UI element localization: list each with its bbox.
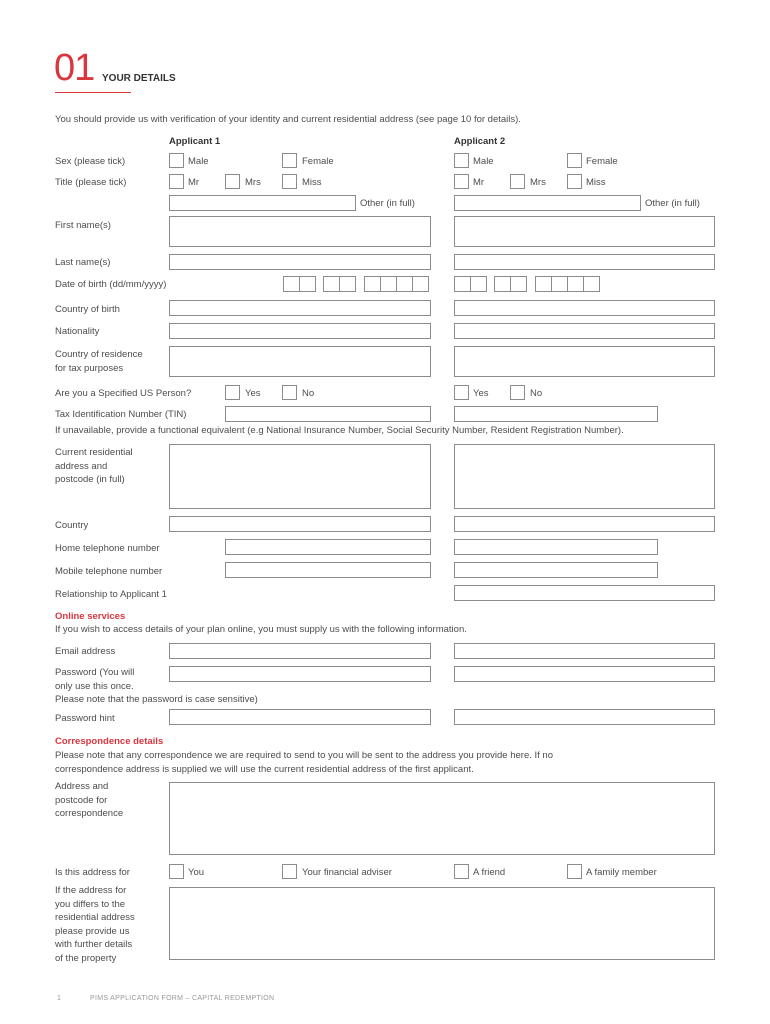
online-services-note: If you wish to access details of your plan online, you must supply us with the following information.	[55, 624, 467, 635]
intro-text: You should provide us with verification of your identity and current residential address (see page 10 for details).	[55, 114, 521, 125]
country-label: Country	[55, 520, 89, 531]
a2-dob-month-2[interactable]	[510, 276, 527, 292]
a2-password-field[interactable]	[454, 666, 715, 682]
a2-mobile-phone-field[interactable]	[454, 562, 658, 578]
a2-last-name-field[interactable]	[454, 254, 715, 270]
for-family-label: A family member	[586, 867, 657, 878]
a2-home-phone-field[interactable]	[454, 539, 658, 555]
a2-other-title-field[interactable]	[454, 195, 641, 211]
a1-miss-label: Miss	[302, 177, 322, 188]
title-label: Title (please tick)	[55, 177, 127, 188]
a2-us-no-label: No	[530, 388, 543, 399]
a2-female-checkbox[interactable]	[567, 153, 582, 168]
for-adviser-checkbox[interactable]	[282, 864, 297, 879]
a2-dob-day-2[interactable]	[470, 276, 487, 292]
a2-first-name-field[interactable]	[454, 216, 715, 247]
a1-other-title-field[interactable]	[169, 195, 356, 211]
a2-male-checkbox[interactable]	[454, 153, 469, 168]
password-hint-label: Password hint	[55, 713, 115, 724]
for-you-checkbox[interactable]	[169, 864, 184, 879]
for-family-checkbox[interactable]	[567, 864, 582, 879]
section-title: YOUR DETAILS	[102, 73, 176, 84]
a1-email-field[interactable]	[169, 643, 431, 659]
nationality-label: Nationality	[55, 326, 100, 337]
a2-us-yes-label: Yes	[473, 388, 489, 399]
for-friend-checkbox[interactable]	[454, 864, 469, 879]
property-details-field[interactable]	[169, 887, 715, 960]
a1-first-name-field[interactable]	[169, 216, 431, 247]
a1-mobile-phone-field[interactable]	[225, 562, 431, 578]
a1-tax-residence-field[interactable]	[169, 346, 431, 377]
relationship-label: Relationship to Applicant 1	[55, 589, 167, 600]
mobile-phone-label: Mobile telephone number	[55, 566, 163, 577]
a2-dob-month-1[interactable]	[494, 276, 511, 292]
a1-mr-label: Mr	[188, 177, 200, 188]
sex-label: Sex (please tick)	[55, 156, 126, 167]
a1-nationality-field[interactable]	[169, 323, 431, 339]
a1-us-yes-label: Yes	[245, 388, 261, 399]
a2-male-label: Male	[473, 156, 494, 167]
applicant-1-heading: Applicant 1	[169, 136, 221, 147]
a2-address-field[interactable]	[454, 444, 715, 509]
a1-mrs-checkbox[interactable]	[225, 174, 240, 189]
a2-mrs-checkbox[interactable]	[510, 174, 525, 189]
applicant-2-heading: Applicant 2	[454, 136, 506, 147]
password-label: Password (You will only use this once. Please note that the password is case sensitive)	[55, 667, 258, 705]
a1-password-field[interactable]	[169, 666, 431, 682]
a2-tin-field[interactable]	[454, 406, 658, 422]
a1-male-checkbox[interactable]	[169, 153, 184, 168]
a1-other-label: Other (in full)	[360, 198, 415, 209]
page-number: 1	[57, 995, 61, 1002]
address-for-label: Is this address for	[55, 867, 130, 878]
for-friend-label: A friend	[473, 867, 506, 878]
a1-password-hint-field[interactable]	[169, 709, 431, 725]
a1-female-checkbox[interactable]	[282, 153, 297, 168]
a2-female-label: Female	[586, 156, 618, 167]
a2-miss-checkbox[interactable]	[567, 174, 582, 189]
a2-country-field[interactable]	[454, 516, 715, 532]
a2-country-of-birth-field[interactable]	[454, 300, 715, 316]
a1-us-yes-checkbox[interactable]	[225, 385, 240, 400]
address-differs-label: If the address for you differs to the residential address please provide us with further details of the property	[55, 885, 135, 964]
a1-miss-checkbox[interactable]	[282, 174, 297, 189]
section-number: 01	[54, 47, 95, 89]
us-person-label: Are you a Specified US Person?	[55, 388, 192, 399]
dob-label: Date of birth (dd/mm/yyyy)	[55, 279, 167, 290]
a1-dob-year-3[interactable]	[396, 276, 413, 292]
home-phone-label: Home telephone number	[55, 543, 160, 554]
a1-country-field[interactable]	[169, 516, 431, 532]
online-services-heading: Online services	[55, 611, 126, 622]
a1-dob-day-1[interactable]	[283, 276, 300, 292]
a2-password-hint-field[interactable]	[454, 709, 715, 725]
a2-miss-label: Miss	[586, 177, 606, 188]
a1-dob-month-1[interactable]	[323, 276, 340, 292]
a1-male-label: Male	[188, 156, 209, 167]
correspondence-note: Please note that any correspondence we are required to send to you will be sent to the address you provide here. If no correspondence address is supplied we will use the current residential address of the first applicant.	[55, 750, 554, 775]
country-of-birth-label: Country of birth	[55, 304, 120, 315]
a1-female-label: Female	[302, 156, 334, 167]
a1-us-no-label: No	[302, 388, 315, 399]
a2-mr-checkbox[interactable]	[454, 174, 469, 189]
first-name-label: First name(s)	[55, 220, 111, 231]
a1-mrs-label: Mrs	[245, 177, 261, 188]
tin-note: If unavailable, provide a functional equivalent (e.g National Insurance Number, Social Security Number, Resident Registration Number).	[55, 425, 624, 436]
a2-relationship-field[interactable]	[454, 585, 715, 601]
a2-dob-year-3[interactable]	[567, 276, 584, 292]
a2-email-field[interactable]	[454, 643, 715, 659]
a2-nationality-field[interactable]	[454, 323, 715, 339]
a2-dob-year-1[interactable]	[535, 276, 552, 292]
a2-us-yes-checkbox[interactable]	[454, 385, 469, 400]
a1-country-of-birth-field[interactable]	[169, 300, 431, 316]
correspondence-heading: Correspondence details	[55, 736, 164, 747]
a2-other-label: Other (in full)	[645, 198, 700, 209]
tax-residence-label: Country of residence for tax purposes	[55, 349, 143, 374]
a1-tin-field[interactable]	[225, 406, 431, 422]
for-adviser-label: Your financial adviser	[302, 867, 392, 878]
a1-dob-year-4[interactable]	[412, 276, 429, 292]
a2-mr-label: Mr	[473, 177, 485, 188]
tin-label: Tax Identification Number (TIN)	[55, 409, 187, 420]
header-rule	[55, 92, 131, 93]
a1-us-no-checkbox[interactable]	[282, 385, 297, 400]
a1-home-phone-field[interactable]	[225, 539, 431, 555]
a1-address-field[interactable]	[169, 444, 431, 509]
a2-us-no-checkbox[interactable]	[510, 385, 525, 400]
correspondence-address-field[interactable]	[169, 782, 715, 855]
a1-dob-day-2[interactable]	[299, 276, 316, 292]
email-label: Email address	[55, 646, 116, 657]
address-label: Current residential address and postcode (in full)	[55, 447, 133, 485]
a1-dob-year-2[interactable]	[380, 276, 397, 292]
a1-dob-year-1[interactable]	[364, 276, 381, 292]
a2-dob-day-1[interactable]	[454, 276, 471, 292]
a2-tax-residence-field[interactable]	[454, 346, 715, 377]
footer-text: PIMS APPLICATION FORM – CAPITAL REDEMPTION	[90, 995, 275, 1002]
a2-dob-year-2[interactable]	[551, 276, 568, 292]
a1-dob-month-2[interactable]	[339, 276, 356, 292]
for-you-label: You	[188, 867, 205, 878]
a1-last-name-field[interactable]	[169, 254, 431, 270]
a2-dob-year-4[interactable]	[583, 276, 600, 292]
last-name-label: Last name(s)	[55, 257, 111, 268]
a1-mr-checkbox[interactable]	[169, 174, 184, 189]
correspondence-address-label: Address and postcode for correspondence	[55, 781, 124, 819]
a2-mrs-label: Mrs	[530, 177, 546, 188]
